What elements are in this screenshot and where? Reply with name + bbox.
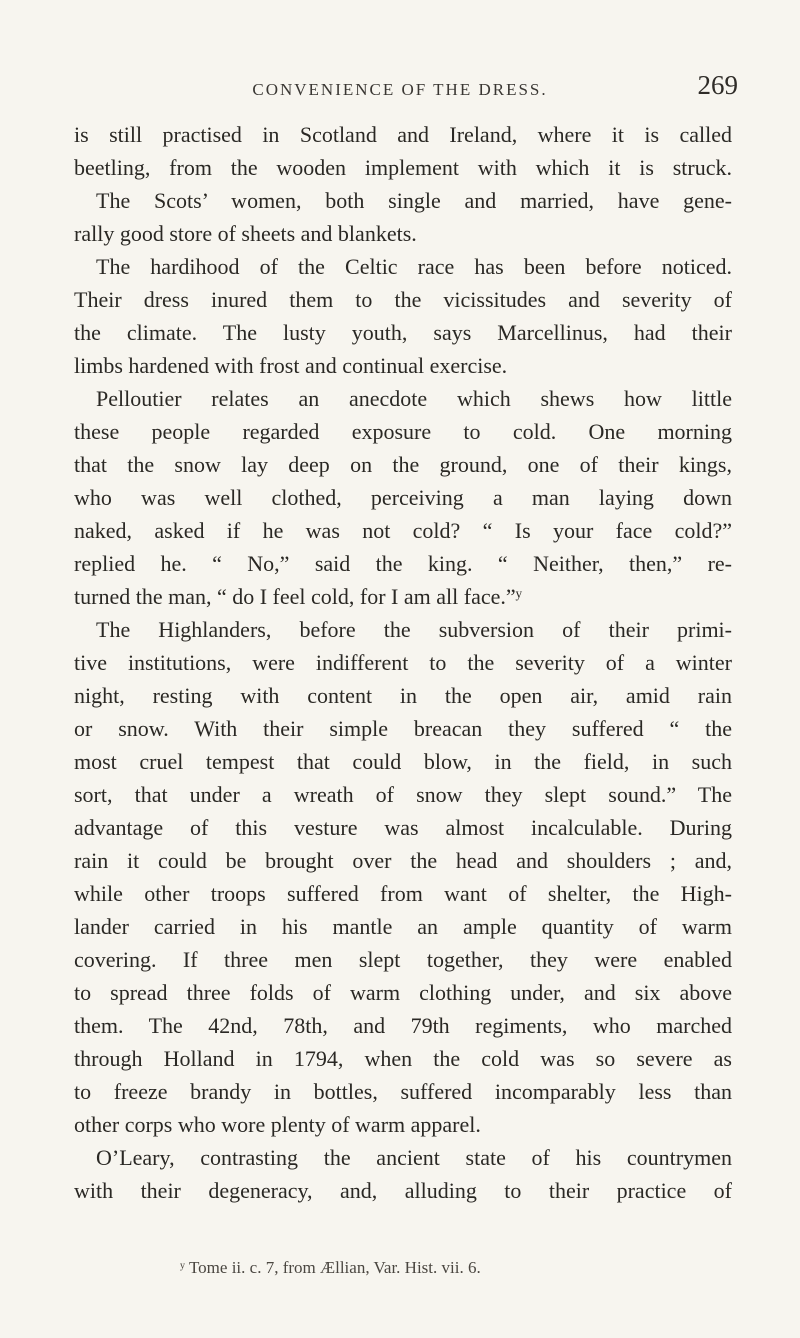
text-line: them. The 42nd, 78th, and 79th regiments, who marched <box>74 1013 732 1038</box>
text-line: is still practised in Scotland and Ireland, where it is called <box>74 122 732 147</box>
text-line: these people regarded exposure to cold. One morning <box>74 419 732 444</box>
page-number: 269 <box>697 70 738 100</box>
text-line: to freeze brandy in bottles, suffered incomparably less than <box>74 1079 732 1104</box>
text-line: Pelloutier relates an anecdote which shews how little <box>96 386 732 411</box>
text-line: covering. If three men slept together, they were enabled <box>74 947 732 972</box>
page-header <box>60 70 740 110</box>
text-line: most cruel tempest that could blow, in the field, in such <box>74 749 732 774</box>
text-line: The Scots’ women, both single and married, have gene- <box>96 188 732 213</box>
text-line: night, resting with content in the open air, amid rain <box>74 683 732 708</box>
text-line: tive institutions, were indifferent to the severity of a winter <box>74 650 732 675</box>
text-line: to spread three folds of warm clothing under, and six above <box>74 980 732 1005</box>
text-line: other corps who wore plenty of warm apparel. <box>74 1112 481 1137</box>
text-line: who was well clothed, perceiving a man laying down <box>74 485 732 510</box>
text-line: while other troops suffered from want of shelter, the High- <box>74 881 732 906</box>
text-line: The hardihood of the Celtic race has been before noticed. <box>96 254 732 279</box>
body-text <box>74 118 732 1207</box>
text-line: replied he. “ No,” said the king. “ Neither, then,” re- <box>74 551 732 576</box>
text-line: turned the man, “ do I feel cold, for I am all face.”ʸ <box>74 584 523 609</box>
text-line: advantage of this vesture was almost incalculable. During <box>74 815 732 840</box>
text-line: beetling, from the wooden implement with which it is struck. <box>74 155 732 180</box>
text-line: through Holland in 1794, when the cold was so severe as <box>74 1046 732 1071</box>
text-line: naked, asked if he was not cold? “ Is your face cold?” <box>74 518 732 543</box>
text-line: The Highlanders, before the subversion of their primi- <box>96 617 732 642</box>
text-line: limbs hardened with frost and continual exercise. <box>74 353 508 378</box>
text-line: O’Leary, contrasting the ancient state of his countrymen <box>96 1145 732 1170</box>
footnote: ʸ Tome ii. c. 7, from Ællian, Var. Hist. vii. 6. <box>180 1258 481 1277</box>
text-line: lander carried in his mantle an ample quantity of warm <box>74 914 732 939</box>
text-line: Their dress inured them to the vicissitudes and severity of <box>74 287 732 312</box>
running-head: CONVENIENCE OF THE DRESS. <box>252 80 548 99</box>
text-line: with their degeneracy, and, alluding to their practice of <box>74 1178 732 1203</box>
text-line: or snow. With their simple breacan they suffered “ the <box>74 716 732 741</box>
text-line: rain it could be brought over the head and shoulders ; and, <box>74 848 732 873</box>
text-line: rally good store of sheets and blankets. <box>74 221 417 246</box>
text-line: sort, that under a wreath of snow they slept sound.” The <box>74 782 732 807</box>
text-line: the climate. The lusty youth, says Marcellinus, had their <box>74 320 732 345</box>
text-line: that the snow lay deep on the ground, one of their kings, <box>74 452 732 477</box>
